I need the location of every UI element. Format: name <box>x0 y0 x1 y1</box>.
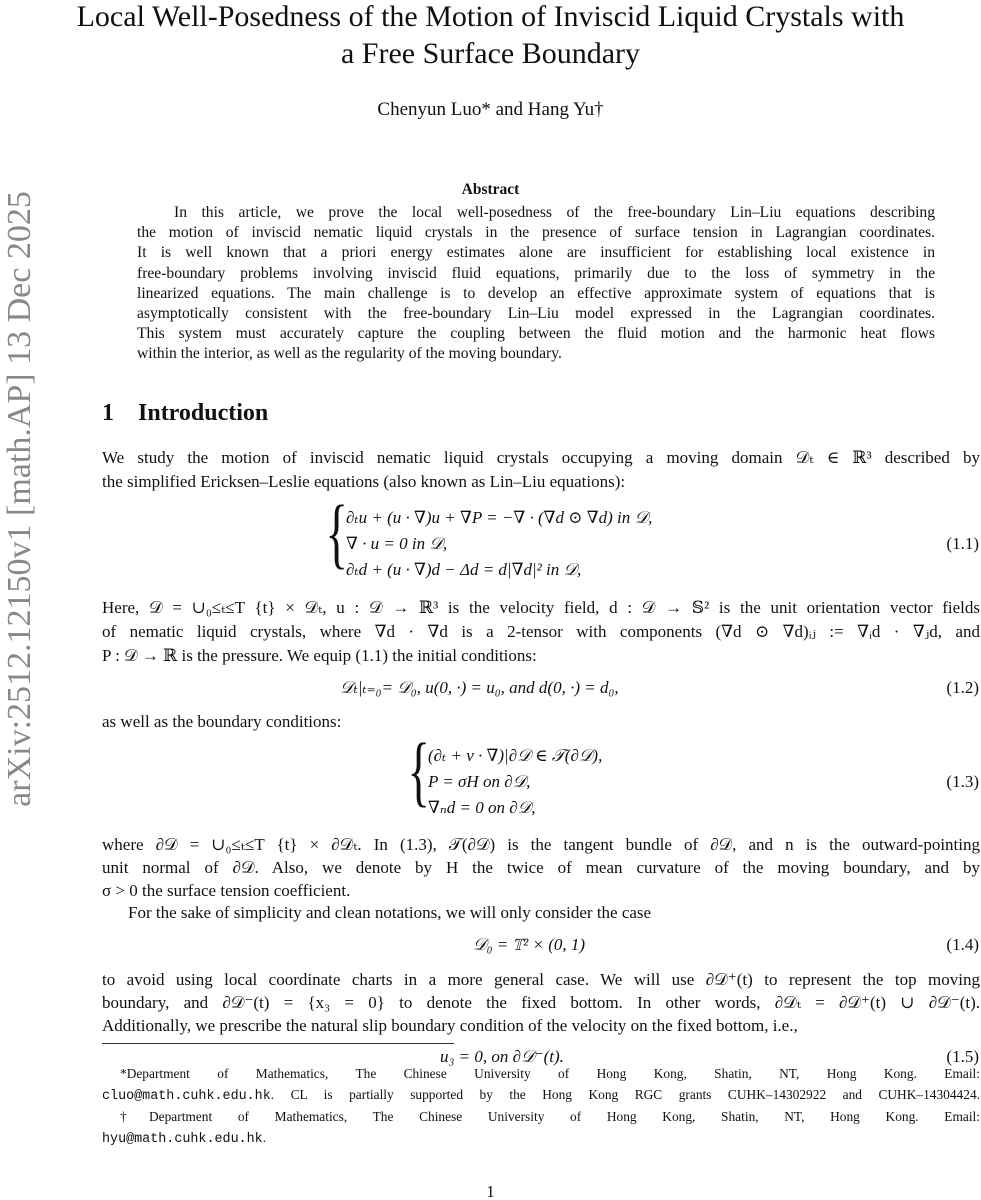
text-line: the simplified Ericksen–Leslie equations (also known as Lin–Liu equations): <box>102 472 626 491</box>
authors: Chenyun Luo* and Hang Yu† <box>377 99 604 120</box>
email-link[interactable]: hyu@math.cuhk.edu.hk <box>102 1132 263 1147</box>
text-line: P : 𝒟 → ℝ is the pressure. We equip (1.1) the initial conditions: <box>102 646 537 665</box>
text-line: σ > 0 the surface tension coefficient. <box>102 881 351 900</box>
footnote-1: *Department of Mathematics, The Chinese University of Hong Kong, Shatin, NT, Hong Kong. Email: <box>120 1066 980 1081</box>
equation-number: (1.3) <box>946 772 979 791</box>
abstract-line: linearized equations. The main challenge is to develop an effective approximate system of equations that is <box>137 284 935 302</box>
equation-line: ∂ₜd + (u · ∇)d − Δd = d|∇d|² in 𝒟, <box>346 560 582 579</box>
abstract-line: free-boundary problems involving inviscid fluid equations, primarily due to the loss of symmetry in the <box>137 264 935 282</box>
text-line: unit normal of ∂𝒟. Also, we denote by H the twice of mean curvature of the moving boundary, and by <box>102 858 980 877</box>
text-line: where ∂𝒟 = ∪₀≤ₜ≤T {t} × ∂𝒟ₜ. In (1.3), 𝒯(∂𝒟) is the tangent bundle of ∂𝒟, and n is the outward-pointing <box>102 835 980 854</box>
email-link[interactable]: cluo@math.cuhk.edu.hk <box>102 1089 271 1104</box>
equation-number: (1.5) <box>946 1047 979 1066</box>
equation-number: (1.2) <box>946 678 979 697</box>
brace: { <box>407 727 430 814</box>
equation: 𝒟ₜ|ₜ₌₀= 𝒟₀, u(0, ·) = u₀, and d(0, ·) = d₀, <box>340 678 619 697</box>
footnote-2: †Department of Mathematics, The Chinese University of Hong Kong, Shatin, NT, Hong Kong. Email: <box>120 1109 980 1124</box>
footnote-1-cont: cluo@math.cuhk.edu.hk. CL is partially supported by the Hong Kong RGC grants CUHK–14302922 and CUHK–14304424. <box>102 1087 980 1104</box>
text-line: For the sake of simplicity and clean notations, we will only consider the case <box>128 903 652 922</box>
abstract-line: asymptotically consistent with the free-boundary Lin–Liu model expressed in the Lagrangian coordinates. <box>137 305 935 322</box>
abstract-heading: Abstract <box>461 181 520 198</box>
text-line: of nematic liquid crystals, where ∇d · ∇d is a 2-tensor with components (∇d ⊙ ∇d)ᵢⱼ := ∇ᵢd · ∇ⱼd, and <box>102 622 980 641</box>
section-heading: 1 Introduction <box>102 400 269 426</box>
equation-number: (1.4) <box>946 935 979 954</box>
equation-number: (1.1) <box>946 534 979 553</box>
text-line: as well as the boundary conditions: <box>102 712 342 731</box>
page-number: 1 <box>486 1182 495 1200</box>
arxiv-stamp: arXiv:2512.12150v1 [math.AP] 13 Dec 2025 <box>1 191 38 807</box>
abstract-line: This system must accurately capture the coupling between the fluid motion and the harmonic heat flows <box>137 325 935 343</box>
equation-line: ∇ₙd = 0 on ∂𝒟, <box>428 798 536 817</box>
text-line: Additionally, we prescribe the natural slip boundary condition of the velocity on the fixed bottom, i.e., <box>102 1016 798 1035</box>
abstract-line: within the interior, as well as the regularity of the moving boundary. <box>137 345 562 363</box>
title-line-1: Local Well-Posedness of the Motion of Inviscid Liquid Crystals with <box>76 0 905 33</box>
equation-line: ∂ₜu + (u · ∇)u + ∇P = −∇ · (∇d ⊙ ∇d) in 𝒟, <box>346 508 653 527</box>
equation: u₃ = 0, on ∂𝒟⁻(t). <box>440 1047 564 1066</box>
abstract-line: In this article, we prove the local well-posedness of the free-boundary Lin–Liu equations describing <box>174 204 935 221</box>
equation-line: P = σH on ∂𝒟, <box>428 772 531 791</box>
equation-line: ∇ · u = 0 in 𝒟, <box>346 534 448 553</box>
text-line: to avoid using local coordinate charts in a more general case. We will use ∂𝒟⁺(t) to represent the top moving <box>102 970 980 989</box>
footnote-rule <box>102 1043 454 1044</box>
abstract-line: It is well known that a priori energy estimates alone are insufficient for establishing local existence in <box>137 244 935 262</box>
text-line: boundary, and ∂𝒟⁻(t) = {x₃ = 0} to denote the fixed bottom. In other words, ∂𝒟ₜ = ∂𝒟⁺(t) ∪ ∂𝒟⁻(t). <box>102 993 980 1012</box>
text-line: Here, 𝒟 = ∪₀≤ₜ≤T {t} × 𝒟ₜ, u : 𝒟 → ℝ³ is the velocity field, d : 𝒟 → 𝕊² is the unit orientation vector fields <box>102 598 980 617</box>
title-line-2: a Free Surface Boundary <box>340 37 641 70</box>
footnote-2-cont: hyu@math.cuhk.edu.hk. <box>102 1130 267 1147</box>
brace: { <box>325 489 348 576</box>
equation-line: (∂ₜ + v · ∇)|∂𝒟 ∈ 𝒯(∂𝒟), <box>428 746 603 765</box>
equation: 𝒟₀ = 𝕋² × (0, 1) <box>473 935 586 954</box>
abstract-line: the motion of inviscid nematic liquid crystals in the presence of surface tension in Lagrangian coordinates. <box>137 224 935 242</box>
text-line: We study the motion of inviscid nematic liquid crystals occupying a moving domain 𝒟ₜ ∈ ℝ³ described by <box>102 448 980 467</box>
